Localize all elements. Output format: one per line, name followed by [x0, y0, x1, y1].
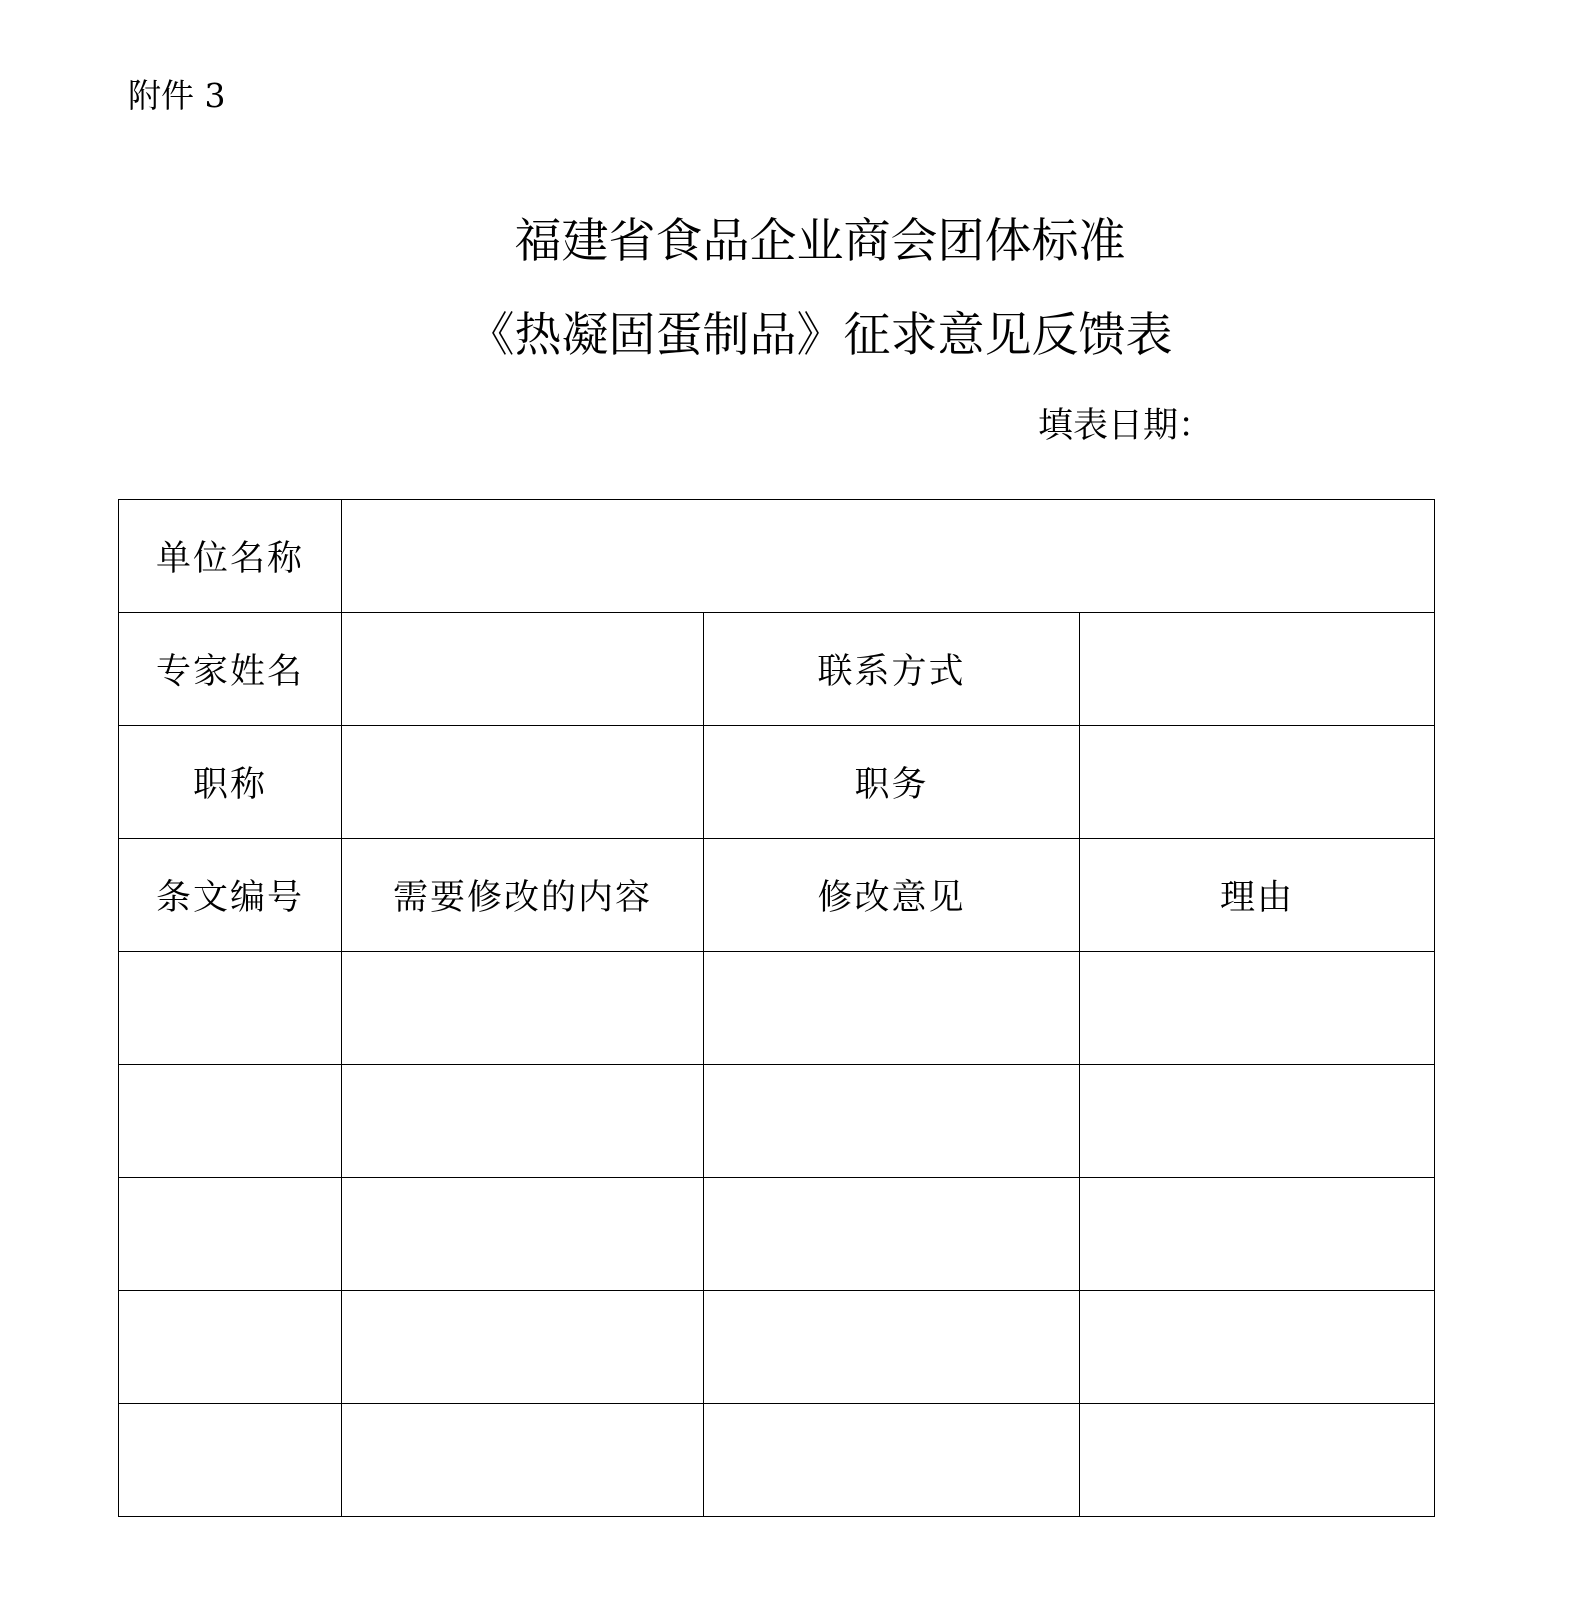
title-field[interactable]: [342, 726, 704, 839]
reason-cell[interactable]: [1080, 1065, 1435, 1178]
feedback-form-table: [118, 499, 1435, 1517]
table-row: [119, 1404, 1435, 1517]
opinion-cell[interactable]: [704, 1178, 1080, 1291]
clause-number-cell[interactable]: [119, 1291, 342, 1404]
clause-number-cell[interactable]: [119, 952, 342, 1065]
contact-label: 联系方式: [704, 613, 1080, 726]
contact-field[interactable]: [1080, 613, 1435, 726]
content-cell[interactable]: [342, 1404, 704, 1517]
column-header-clause-number: 条文编号: [119, 839, 342, 952]
unit-name-row: [119, 500, 1435, 613]
table-row: [119, 1178, 1435, 1291]
content-cell[interactable]: [342, 1178, 704, 1291]
clause-number-cell[interactable]: [119, 1404, 342, 1517]
column-header-reason: 理由: [1080, 839, 1435, 952]
opinion-cell[interactable]: [704, 1404, 1080, 1517]
table-row: [119, 1291, 1435, 1404]
expert-row: [119, 613, 1435, 726]
table-row: [119, 952, 1435, 1065]
content-cell[interactable]: [342, 1065, 704, 1178]
clause-number-cell[interactable]: [119, 1178, 342, 1291]
fill-date-label: 填表日期：: [1038, 406, 1214, 446]
document-subtitle: 《热凝固蛋制品》征求意见反馈表: [467, 308, 1173, 363]
content-cell[interactable]: [342, 952, 704, 1065]
table-row: [119, 1065, 1435, 1178]
expert-name-field[interactable]: [342, 613, 704, 726]
reason-cell[interactable]: [1080, 952, 1435, 1065]
expert-name-label: 专家姓名: [119, 613, 342, 726]
column-header-modification-opinion: 修改意见: [704, 839, 1080, 952]
reason-cell[interactable]: [1080, 1178, 1435, 1291]
column-header-row: [119, 839, 1435, 952]
title-label: 职称: [119, 726, 342, 839]
unit-name-field[interactable]: [342, 500, 1435, 613]
position-field[interactable]: [1080, 726, 1435, 839]
reason-cell[interactable]: [1080, 1404, 1435, 1517]
opinion-cell[interactable]: [704, 1291, 1080, 1404]
position-label: 职务: [704, 726, 1080, 839]
title-row: [119, 726, 1435, 839]
content-cell[interactable]: [342, 1291, 704, 1404]
reason-cell[interactable]: [1080, 1291, 1435, 1404]
clause-number-cell[interactable]: [119, 1065, 342, 1178]
opinion-cell[interactable]: [704, 1065, 1080, 1178]
unit-name-label: 单位名称: [119, 500, 342, 613]
document-title: 福建省食品企业商会团体标准: [514, 214, 1126, 269]
opinion-cell[interactable]: [704, 952, 1080, 1065]
column-header-content-to-modify: 需要修改的内容: [342, 839, 704, 952]
attachment-label: 附件 3: [128, 76, 226, 115]
